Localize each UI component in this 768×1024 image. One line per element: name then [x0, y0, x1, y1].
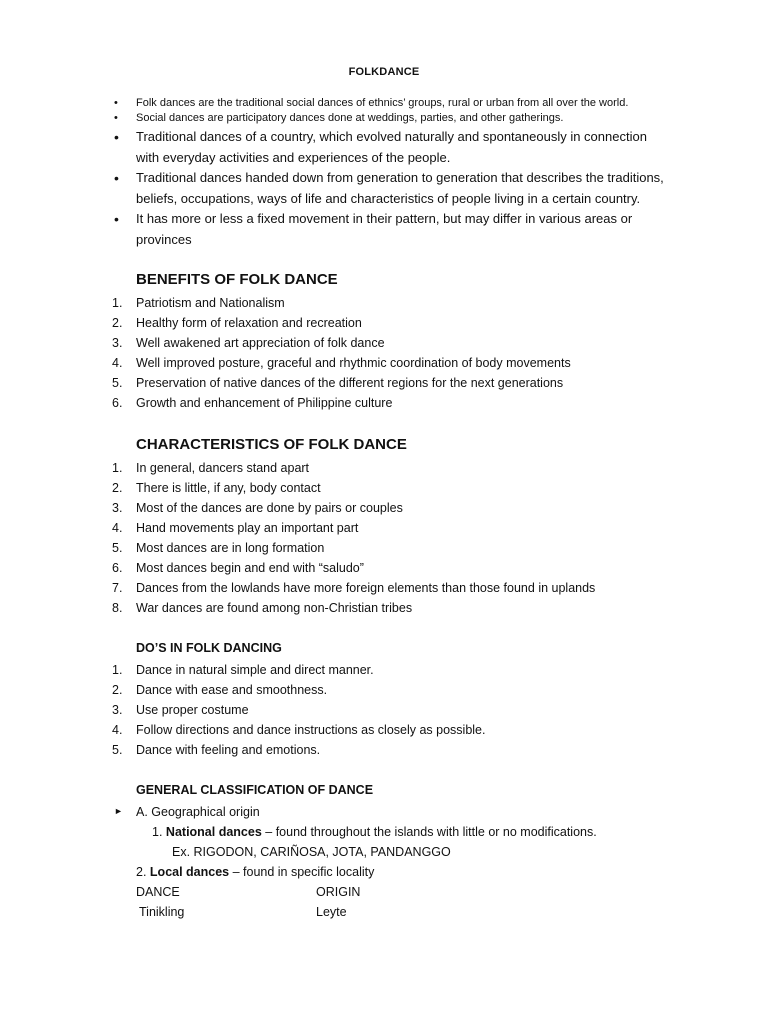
list-item: • Traditional dances of a country, which evolved naturally and spontaneously in connection with everyday activities and experiences of the people. [112, 127, 672, 168]
list-item: 4. Follow directions and dance instructions as closely as possible. [112, 723, 486, 737]
list-item: 6. Growth and enhancement of Philippine culture [112, 396, 393, 410]
dos-list [112, 660, 672, 760]
intro-small-list [112, 96, 672, 126]
geographical-origin-label: A. Geographical origin [136, 805, 260, 819]
list-item: 5. Most dances are in long formation [112, 541, 325, 555]
list-item: 4. Hand movements play an important part [112, 521, 359, 535]
benefits-heading: BENEFITS OF FOLK DANCE [136, 271, 338, 288]
list-item: 8. War dances are found among non-Christian tribes [112, 601, 413, 615]
triangle-bullet-icon: ► [114, 806, 123, 816]
list-item: 2. There is little, if any, body contact [112, 481, 321, 495]
benefits-list [112, 293, 672, 413]
table-header-origin: ORIGIN [316, 885, 361, 899]
list-item: • Traditional dances handed down from generation to generation that describes the traditions, beliefs, occupations, ways of life and characteristics of people living in a certain country. [112, 168, 672, 209]
list-item: 2. Dance with ease and smoothness. [112, 683, 328, 697]
list-item: 1. Patriotism and Nationalism [112, 296, 285, 310]
list-item: 3. Well awakened art appreciation of folk dance [112, 336, 385, 350]
list-item: 2. Healthy form of relaxation and recreation [112, 316, 362, 330]
list-item: • Folk dances are the traditional social dances of ethnics’ groups, rural or urban from all over the world. [112, 96, 672, 111]
list-item: 6. Most dances begin and end with “saludo” [112, 561, 364, 575]
table-header-dance: DANCE [136, 885, 180, 899]
national-dances-line: 1. National dances – found throughout the islands with little or no modifications. [152, 825, 597, 839]
intro-large-list [112, 127, 672, 250]
list-item: 7. Dances from the lowlands have more foreign elements than those found in uplands [112, 581, 596, 595]
list-item: 1. Dance in natural simple and direct manner. [112, 663, 374, 677]
list-item: 3. Most of the dances are done by pairs or couples [112, 501, 403, 515]
list-item: 1. In general, dancers stand apart [112, 461, 310, 475]
classification-heading: GENERAL CLASSIFICATION OF DANCE [136, 783, 374, 797]
list-item: • Social dances are participatory dances done at weddings, parties, and other gatherings. [112, 111, 672, 126]
local-dances-line: 2. Local dances – found in specific locality [136, 865, 375, 879]
list-item: 5. Preservation of native dances of the different regions for the next generations [112, 376, 564, 390]
characteristics-list [112, 458, 672, 618]
national-dances-example: Ex. RIGODON, CARIÑOSA, JOTA, PANDANGGO [172, 845, 451, 859]
document-title: FOLKDANCE [348, 66, 420, 78]
characteristics-heading: CHARACTERISTICS OF FOLK DANCE [136, 436, 407, 453]
dos-heading: DO’S IN FOLK DANCING [136, 641, 282, 655]
list-item: • It has more or less a fixed movement in their pattern, but may differ in various areas or provinces [112, 209, 672, 250]
table-cell-origin: Leyte [316, 905, 347, 919]
list-item: 3. Use proper costume [112, 703, 249, 717]
list-item: 4. Well improved posture, graceful and rhythmic coordination of body movements [112, 356, 571, 370]
table-cell-dance: Tinikling [139, 905, 185, 919]
list-item: 5. Dance with feeling and emotions. [112, 743, 321, 757]
